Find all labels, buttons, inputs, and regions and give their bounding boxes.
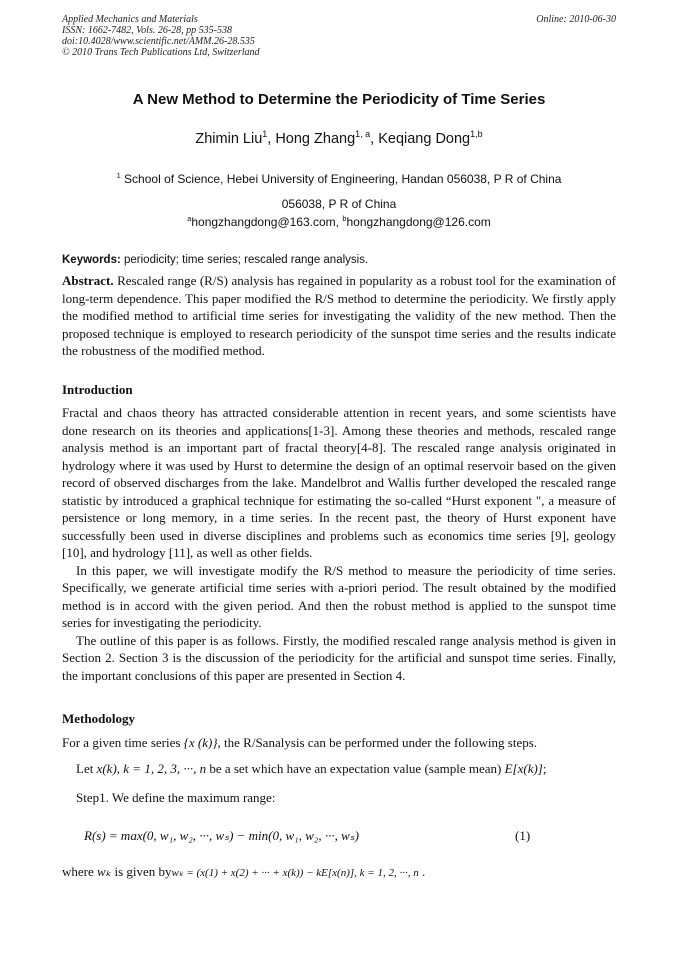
author-list	[62, 131, 616, 147]
author-affil-sup: 1,b	[470, 129, 483, 140]
paragraph: Fractal and chaos theory has attracted considerable attention in recent years, and some scientists have done research on its theories and applications[1-3]. Among these theories and methods, rescaled range analysis method is an important part of fractal theory[4-8]. The rescaled range analysis originated in hydrology where it was used by Hurst to determine the design of an optimal reservoir based on the given record of observed discharges from the lake. Mandelbrot and Wallis further developed the rescaled range statistic by introduced a graphical technique for estimating the so-called “Hurst exponent ", a measure of persistence or long memory, in a time series. In the recent past, the theory of Hurst exponent have successfully been used in diverse disciplines and problems such as economics time series [9], geology [10], and hydrology [11], as well as other fields.	[62, 405, 616, 560]
author-separator: ,	[370, 131, 379, 147]
method-line	[62, 735, 616, 751]
text: Let	[76, 761, 97, 776]
online-date: Online: 2010-06-30	[536, 14, 616, 25]
text: is given by	[111, 864, 172, 879]
abstract	[62, 272, 616, 360]
keywords-label: Keywords:	[62, 254, 121, 266]
journal-name: Applied Mechanics and Materials	[62, 14, 198, 25]
equation-1	[84, 828, 534, 844]
author-name: Zhimin Liu	[195, 131, 263, 147]
paragraph: In this paper, we will investigate modify the R/S method to measure the periodicity of time series. Specifically, we generate artificial time series with a-priori period. The result obtained by the modified method is in accord with the given period. And then the robust method is applied to the sunspot time series for investigating the periodicity.	[62, 562, 616, 630]
method-line	[76, 761, 630, 777]
section-heading-methodology: Methodology	[62, 711, 135, 726]
keywords-text: periodicity; time series; rescaled range analysis.	[120, 254, 369, 266]
email-address[interactable]: hongzhangdong@126.com	[346, 215, 491, 229]
author-name: Hong Zhang	[275, 131, 356, 147]
method-line: Step1. We define the maximum range:	[76, 790, 276, 805]
math-inline: wₖ	[97, 864, 112, 879]
math-inline: {x (k)}	[183, 735, 218, 750]
email-address[interactable]: hongzhangdong@163.com	[191, 215, 336, 229]
math-inline: wₖ = (x(1) + x(2) + ··· + x(k)) − kE[x(n)], k = 1, 2, ···, n	[171, 867, 419, 879]
section-heading-introduction: Introduction	[62, 382, 133, 397]
method-line	[62, 864, 616, 880]
equation-text: R(s) = max(0, w₁, w₂, ···, wₛ) − min(0, w₁, w₂, ···, wₛ)	[84, 828, 359, 843]
email-sup: b	[342, 214, 347, 223]
paper-title: A New Method to Determine the Periodicity of Time Series	[132, 91, 546, 108]
text: where	[62, 864, 98, 879]
author-affil-sup: 1, a	[355, 129, 371, 140]
email-separator: ,	[335, 215, 343, 229]
copyright-line: © 2010 Trans Tech Publications Ltd, Switzerland	[62, 47, 260, 58]
abstract-label: Abstract.	[62, 273, 114, 288]
author-separator: ,	[267, 131, 276, 147]
issn-line: ISSN: 1662-7482, Vols. 26-28, pp 535-538	[62, 25, 232, 36]
text: ;	[542, 761, 547, 776]
affiliation	[62, 167, 616, 217]
text: .	[418, 864, 426, 879]
keywords	[62, 254, 616, 266]
journal-header	[62, 14, 616, 58]
email-sup: a	[187, 214, 192, 223]
affiliation-sup: 1	[116, 171, 121, 180]
affiliation-line-1: School of Science, Hebei University of Engineering, Handan 056038, P R of China	[120, 172, 562, 186]
paragraph: The outline of this paper is as follows. Firstly, the modified rescaled range analysis method is given in Section 2. Section 3 is the discussion of the periodicity for the artificial and sunspot time series. Finally, the important conclusions of this paper are presented in Section 4.	[62, 632, 616, 683]
abstract-text: Rescaled range (R/S) analysis has regained in popularity as a robust tool for the examination of long-term dependence. This paper modified the R/S method to determine the periodicity. We firstly apply the modified method to artificial time series for investigating the validity of the new method. Then the proposed technique is employed to research periodicity of the sunspot time series and the results indicate the robustness of the modified method.	[62, 273, 616, 358]
text: For a given time series	[62, 735, 184, 750]
author-name: Keqiang Dong	[378, 131, 471, 147]
math-inline: x(k), k = 1, 2, 3, ···, n	[96, 761, 207, 776]
math-inline: E[x(k)]	[504, 761, 543, 776]
equation-number: (1)	[515, 828, 531, 843]
author-affil-sup: 1	[262, 129, 268, 140]
doi-line: doi:10.4028/www.scientific.net/AMM.26-28.535	[62, 36, 255, 47]
email-line	[62, 215, 616, 229]
text: , the R/Sanalysis can be performed under the following steps.	[217, 735, 538, 750]
introduction-body	[62, 404, 616, 684]
text: be a set which have an expectation value (sample mean)	[206, 761, 505, 776]
affiliation-line-2: 056038, P R of China	[281, 197, 397, 211]
